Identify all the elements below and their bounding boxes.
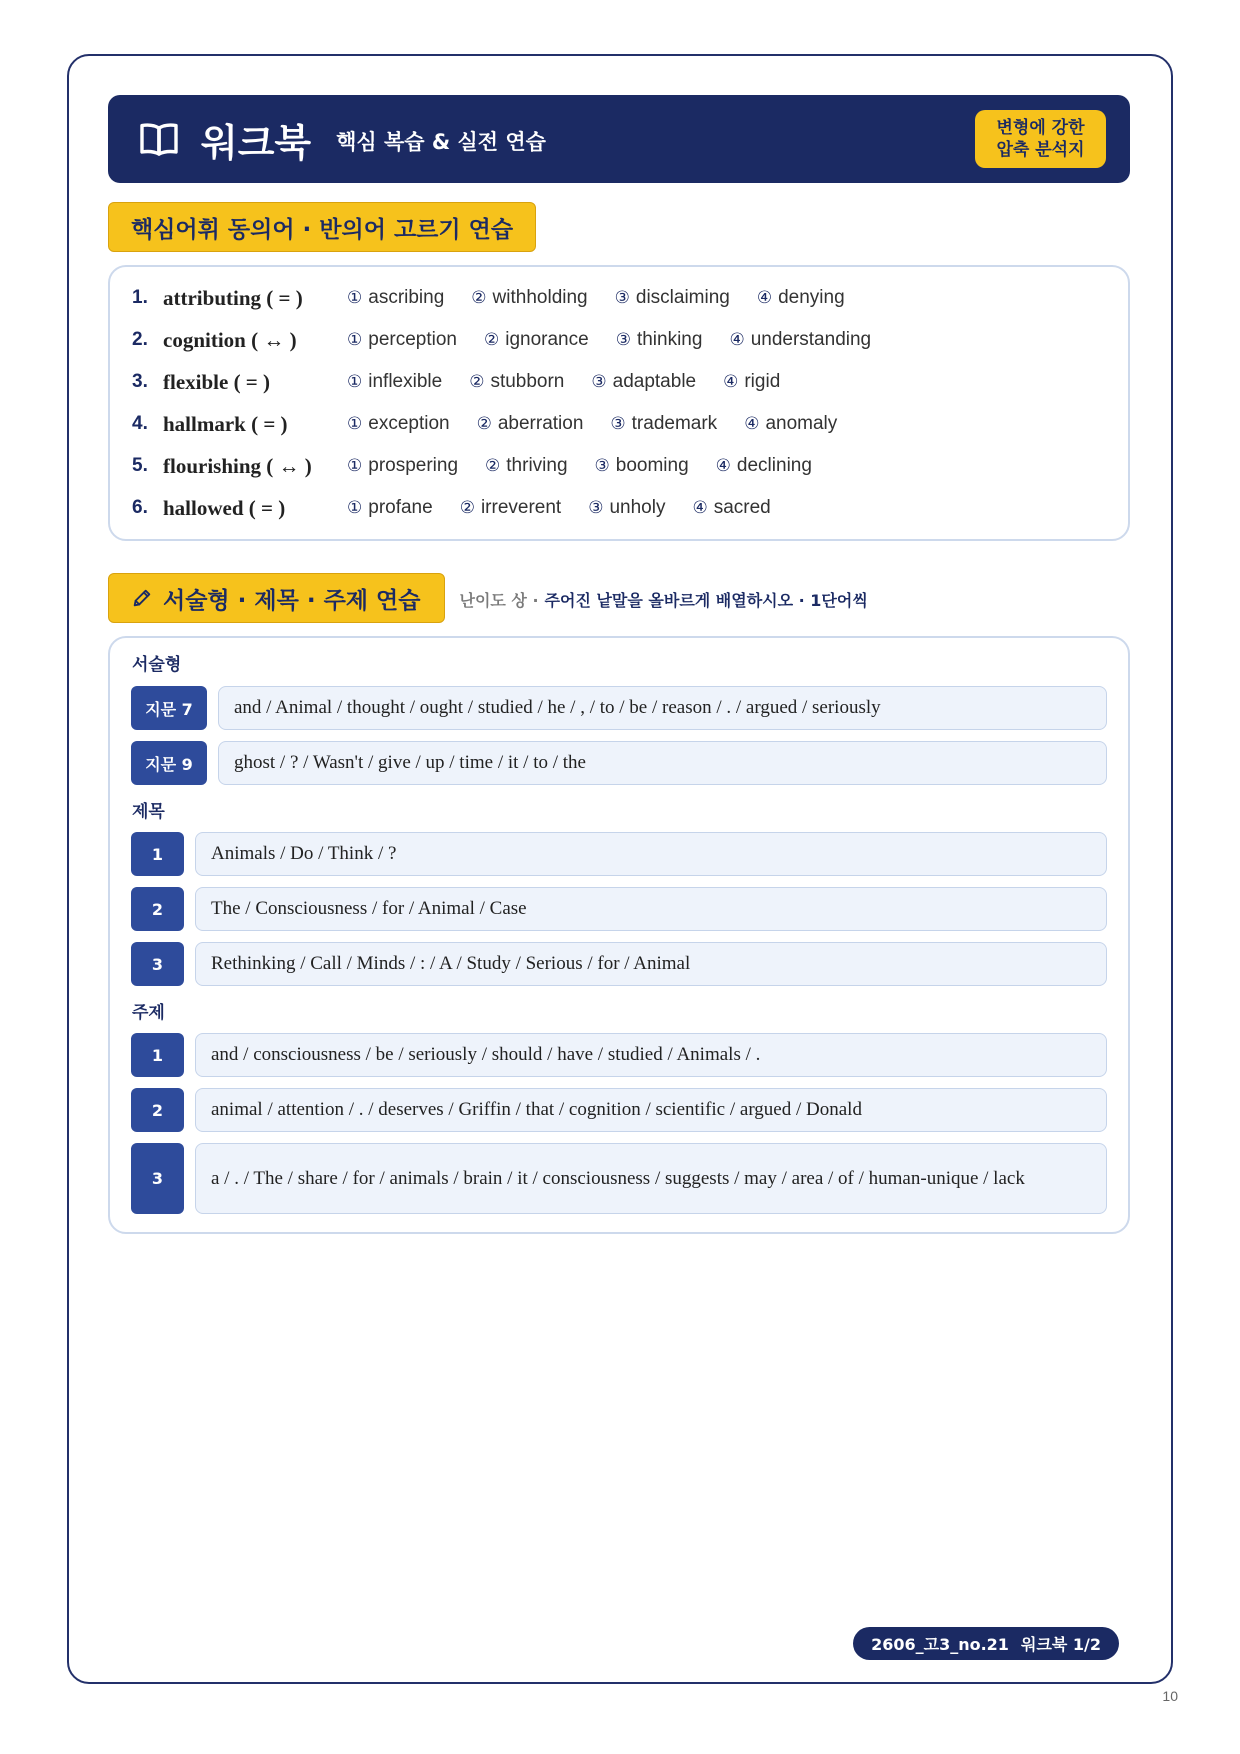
option-marker: ③ — [614, 288, 630, 308]
option-text: exception — [368, 413, 450, 434]
option-marker: ④ — [715, 456, 731, 476]
option-marker: ① — [347, 498, 363, 518]
option-2 — [469, 371, 564, 393]
option-marker: ④ — [756, 288, 773, 308]
item-word: hallmark ( = ) — [163, 411, 288, 436]
option-text: ignorance — [505, 329, 589, 350]
number-badge: 2 — [131, 1088, 184, 1132]
option-marker: ④ — [692, 498, 708, 518]
item-number: 6. — [132, 497, 148, 518]
option-2 — [477, 413, 584, 435]
theme-row — [131, 1088, 1107, 1132]
title-row — [131, 942, 1107, 986]
option-marker: ③ — [594, 456, 610, 476]
word-scramble-field: animal / attention / . / deserves / Griffin / that / cognition / scientific / argued / Donald — [195, 1088, 1107, 1132]
theme-practice-group — [131, 1033, 1107, 1214]
option-3 — [588, 497, 665, 519]
option-text: anomaly — [765, 413, 838, 434]
option-marker: ① — [347, 456, 363, 476]
option-4 — [723, 371, 780, 393]
vocab-item — [110, 487, 1128, 529]
descriptive-row — [131, 686, 1107, 730]
passage-badge: 지문 9 — [131, 741, 207, 785]
badge-line-2: 압축 분석지 — [996, 140, 1085, 160]
item-word: cognition ( ↔ ) — [163, 327, 297, 352]
number-badge: 1 — [131, 832, 184, 876]
option-4 — [757, 287, 845, 309]
vocab-item — [110, 445, 1128, 487]
footer-label: 워크북 1/2 — [1020, 1635, 1101, 1654]
difficulty-label: 난이도 상 · — [459, 590, 539, 610]
word-scramble-field: a / . / The / share / for / animals / brain / it / consciousness / suggests / may / area / of / human-unique / lack — [195, 1143, 1107, 1214]
word-scramble-field: and / consciousness / be / seriously / should / have / studied / Animals / . — [195, 1033, 1107, 1077]
option-list — [347, 497, 771, 519]
vocab-item — [110, 403, 1128, 445]
option-list — [347, 413, 837, 435]
page-number: 10 — [1162, 1688, 1178, 1704]
option-marker: ① — [347, 288, 363, 308]
word-scramble-field: The / Consciousness / for / Animal / Case — [195, 887, 1107, 931]
option-4 — [716, 455, 812, 477]
option-4 — [744, 413, 837, 435]
option-1 — [347, 497, 433, 519]
word-scramble-field: Rethinking / Call / Minds / : / A / Study / Serious / for / Animal — [195, 942, 1107, 986]
option-1 — [347, 371, 442, 393]
badge-line-1: 변형에 강한 — [996, 118, 1085, 138]
option-marker: ④ — [744, 414, 760, 434]
option-marker: ② — [459, 498, 475, 518]
title-practice-label: 제목 — [132, 802, 165, 822]
option-marker: ④ — [729, 330, 745, 350]
writing-section-title — [108, 573, 445, 623]
vocab-item — [110, 277, 1128, 319]
vocab-item — [110, 319, 1128, 361]
descriptive-row — [131, 741, 1107, 785]
option-3 — [595, 455, 689, 477]
option-text: booming — [615, 455, 689, 476]
instruction-main: 주어진 낱말을 올바르게 배열하시오 · 1단어씩 — [544, 590, 868, 610]
option-marker: ③ — [591, 372, 607, 392]
option-marker: ③ — [610, 414, 626, 434]
option-list — [347, 329, 871, 351]
word-scramble-field: and / Animal / thought / ought / studied / he / , / to / be / reason / . / argued / seriously — [218, 686, 1107, 730]
option-marker: ① — [347, 372, 363, 392]
passage-badge: 지문 7 — [131, 686, 207, 730]
option-text: ascribing — [368, 287, 445, 308]
number-badge: 3 — [131, 1143, 184, 1214]
option-text: disclaiming — [635, 287, 730, 308]
option-list — [347, 455, 812, 477]
number-badge: 3 — [131, 942, 184, 986]
item-word: hallowed ( = ) — [163, 495, 286, 520]
option-text: adaptable — [612, 371, 697, 392]
item-number: 3. — [132, 371, 148, 392]
writing-section-header — [108, 573, 868, 623]
option-2 — [484, 329, 589, 351]
vocab-item — [110, 361, 1128, 403]
option-marker: ① — [347, 330, 363, 350]
theme-row — [131, 1143, 1107, 1214]
title-row — [131, 832, 1107, 876]
option-text: sacred — [713, 497, 771, 518]
title-row — [131, 887, 1107, 931]
page-subtitle: 핵심 복습 & 실전 연습 — [336, 130, 546, 154]
option-1 — [347, 329, 457, 351]
theme-practice-label: 주제 — [132, 1003, 165, 1023]
vocab-section-title-text: 핵심어휘 동의어 · 반의어 고르기 연습 — [131, 216, 514, 243]
option-marker: ② — [483, 330, 500, 350]
instruction-text — [459, 586, 867, 611]
item-word: flourishing ( ↔ ) — [163, 453, 312, 478]
book-open-icon — [139, 121, 179, 157]
option-3 — [591, 371, 696, 393]
option-text: stubborn — [490, 371, 565, 392]
option-text: perception — [368, 329, 457, 350]
header-badge — [975, 110, 1106, 168]
option-text: withholding — [492, 287, 588, 308]
option-text: declining — [736, 455, 812, 476]
option-marker: ① — [347, 414, 363, 434]
option-marker: ③ — [615, 330, 631, 350]
option-text: understanding — [750, 329, 872, 350]
page-title: 워크북 — [201, 120, 312, 165]
option-4 — [692, 497, 770, 519]
vocab-box — [108, 265, 1130, 541]
option-2 — [471, 287, 587, 309]
option-marker: ② — [471, 288, 487, 308]
writing-section-title-text: 서술형 · 제목 · 주제 연습 — [163, 587, 421, 614]
option-marker: ② — [485, 456, 501, 476]
option-marker: ③ — [588, 498, 604, 518]
number-badge: 2 — [131, 887, 184, 931]
title-practice-group — [131, 832, 1107, 986]
option-text: profane — [368, 497, 433, 518]
option-text: irreverent — [480, 497, 562, 518]
option-marker: ④ — [723, 372, 739, 392]
option-3 — [610, 413, 717, 435]
option-text: thriving — [506, 455, 568, 476]
option-1 — [347, 287, 444, 309]
workbook-header — [108, 95, 1130, 183]
item-word: attributing ( = ) — [163, 285, 303, 310]
footer-code: 2606_고3_no.21 — [871, 1635, 1009, 1654]
option-marker: ② — [469, 372, 485, 392]
item-number: 5. — [132, 455, 148, 476]
item-number: 4. — [132, 413, 148, 434]
option-text: denying — [778, 287, 845, 308]
item-number: 1. — [132, 287, 148, 308]
writing-box — [108, 636, 1130, 1234]
option-3 — [616, 329, 703, 351]
option-text: prospering — [368, 455, 459, 476]
option-2 — [485, 455, 568, 477]
number-badge: 1 — [131, 1033, 184, 1077]
item-number: 2. — [132, 329, 148, 350]
option-1 — [347, 455, 458, 477]
theme-row — [131, 1033, 1107, 1077]
vocab-section-title — [108, 202, 536, 252]
option-text: unholy — [609, 497, 666, 518]
option-text: inflexible — [368, 371, 443, 392]
word-scramble-field: Animals / Do / Think / ? — [195, 832, 1107, 876]
option-3 — [615, 287, 730, 309]
option-list — [347, 371, 780, 393]
footer-pill — [853, 1627, 1119, 1660]
option-1 — [347, 413, 450, 435]
descriptive-label: 서술형 — [132, 655, 182, 675]
descriptive-group — [131, 686, 1107, 785]
option-list — [347, 287, 845, 309]
option-marker: ② — [476, 414, 492, 434]
option-text: trademark — [631, 413, 718, 434]
option-2 — [460, 497, 562, 519]
pencil-icon — [131, 587, 153, 609]
option-text: thinking — [636, 329, 703, 350]
word-scramble-field: ghost / ? / Wasn't / give / up / time / it / to / the — [218, 741, 1107, 785]
item-word: flexible ( = ) — [163, 369, 271, 394]
option-text: rigid — [744, 371, 781, 392]
option-text: aberration — [497, 413, 584, 434]
option-4 — [729, 329, 871, 351]
